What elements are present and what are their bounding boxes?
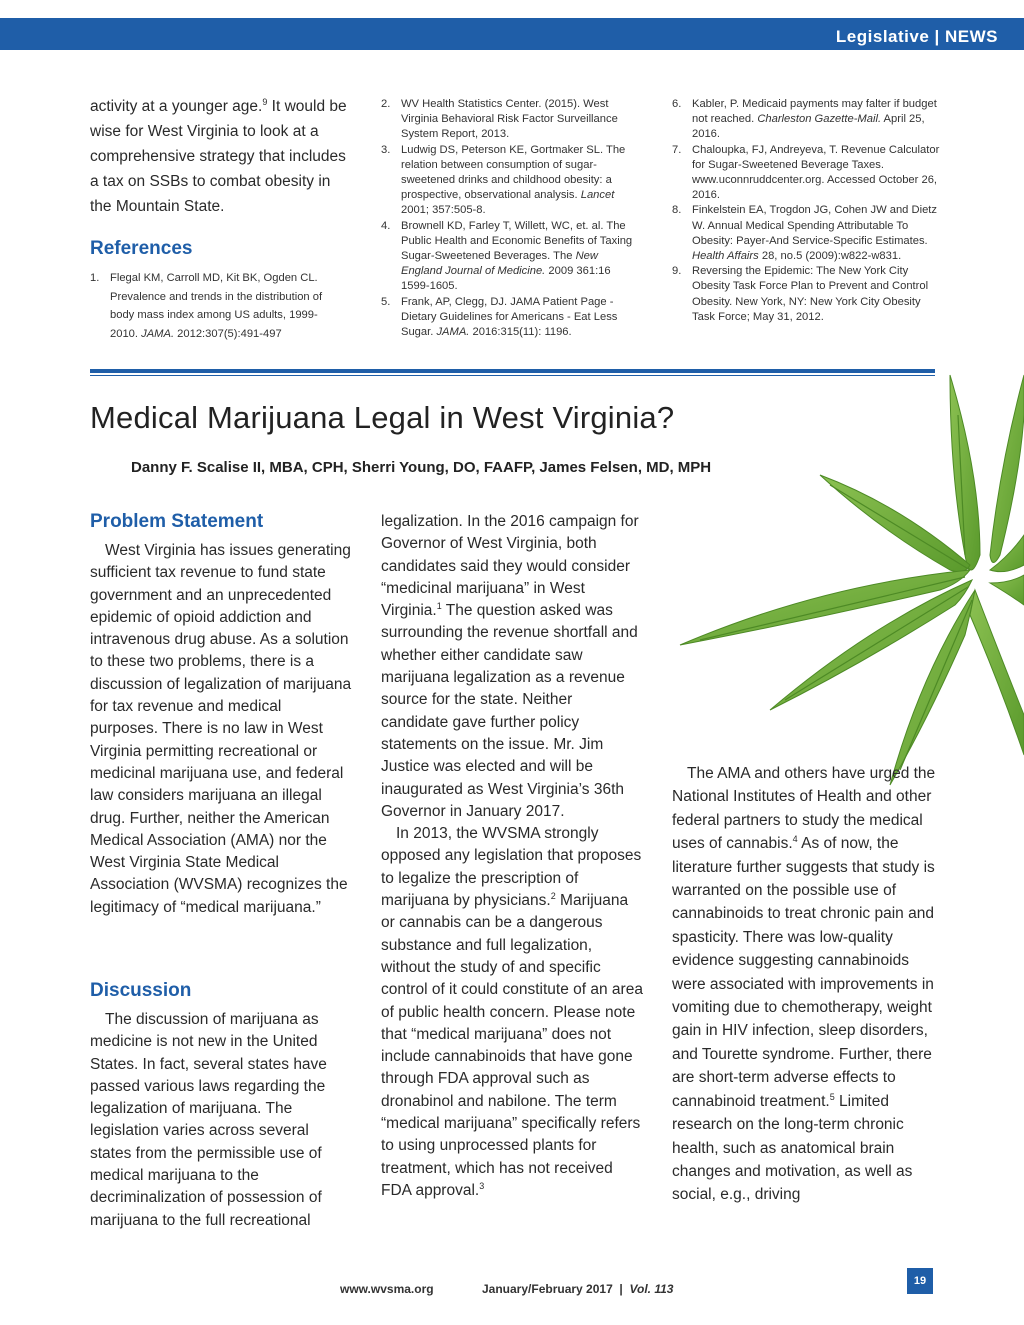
reference-list-col3 bbox=[672, 97, 942, 325]
intro-text-b: It would be wise for West Virginia to look at a comprehensive strategy that includes a tax on SSBs to combat obesity in the Mountain State. bbox=[90, 98, 347, 215]
right-paragraph: The AMA and others have urged the National Institutes of Health and other federal partners to study the medical uses of cannabis.$^4$ As of now, the literature further suggests that study is warranted on the possible use of cannabinoids to treat chronic pain and spasticity. There was low-quality evidence suggesting cannabinoids were associated with improvements in vomiting due to chemotherapy, weight gain in HIV infection, sleep disorders, and Tourette syndrome. Further, there are short-term adverse effects to cannabinoid treatment.$^5$ Limited research on the long-term chronic health, such as anatomical brain changes and motivation, as well as social, e.g., driving bbox=[672, 765, 936, 1204]
page-number: 19 bbox=[907, 1268, 933, 1294]
reference-item: 7. Chaloupka, FJ, Andreyeva, T. Revenue Calculator for Sugar-Sweetened Beverage Taxes. www.uconnruddcenter.org. Accessed October 26, 2016. bbox=[672, 143, 940, 202]
middle-column bbox=[381, 511, 643, 1202]
problem-statement-heading: Problem Statement bbox=[90, 511, 264, 532]
problem-statement-body bbox=[90, 540, 352, 919]
reference-item: 2. WV Health Statistics Center. (2015). West Virginia Behavioral Risk Factor Surveillance System Report, 2013. bbox=[381, 98, 618, 141]
reference-list-col2 bbox=[381, 97, 641, 340]
article-title: Medical Marijuana Legal in West Virginia? bbox=[90, 400, 675, 435]
intro-text-a: activity at a younger age. bbox=[90, 98, 263, 115]
references-heading: References bbox=[90, 238, 193, 259]
article-authors: Danny F. Scalise II, MBA, CPH, Sherri Young, DO, FAAFP, James Felsen, MD, MPH bbox=[131, 459, 712, 476]
discussion-body bbox=[90, 1009, 352, 1232]
footer-issue: January/February 2017 | Vol. 113 bbox=[482, 1282, 674, 1296]
reference-item: 9. Reversing the Epidemic: The New York City Obesity Task Force Plan to Prevent and Control Obesity. New York, NY: New York City Obesity Task Force; May 31, 2012. bbox=[672, 265, 929, 323]
discussion-paragraph: The discussion of marijuana as medicine is not new in the United States. In fact, several states have passed various laws regarding the legalization of marijuana. The legislation varies across several states from the permissible use of medical marijuana to the decriminalization of possession of marijuana to the full recreational bbox=[90, 1011, 327, 1229]
right-column bbox=[672, 762, 942, 1207]
reference-item: 4. Brownell KD, Farley T, Willett, WC, et. al. The Public Health and Economic Benefits of Taxing Sugar-Sweetened Beverages. The New England Journal of Medicine. 2009 361:16 1599-1605. bbox=[381, 219, 633, 293]
footer-url[interactable]: www.wvsma.org bbox=[340, 1282, 434, 1296]
mid-paragraph-1: legalization. In the 2016 campaign for Governor of West Virginia, both candidates said they would consider “medicinal marijuana” in West Virginia.$^1$ The question asked was surrounding the revenue shortfall and whether either candidate saw marijuana legalization as a revenue source for the state. Neither candidate gave further policy statements on the issue. Mr. Jim Justice was elected and will be inaugurated as West Virginia’s 36th Governor in January 2017. bbox=[381, 513, 639, 820]
intro-sup: 9 bbox=[262, 96, 268, 107]
reference-item: 3. Ludwig DS, Peterson KE, Gortmaker SL. The relation between consumption of sugar-sweetened drinks and childhood obesity: a prospective, observational analysis. Lancet 2001; 357:505-8. bbox=[381, 143, 626, 217]
reference-item: 6. Kabler, P. Medicaid payments may falter if budget not reached. Charleston Gazette-Mail. April 25, 2016. bbox=[672, 98, 937, 141]
section-label: Legislative | NEWS bbox=[835, 27, 998, 46]
header-band bbox=[0, 18, 1024, 50]
problem-paragraph: West Virginia has issues generating sufficient tax revenue to fund state government and an unprecedented epidemic of opioid addiction and intravenous drug abuse. As a solution to these two problems, there is a discussion of legalization of marijuana for tax revenue and medical purposes. There is no law in West Virginia permitting recreational or medicinal marijuana use, and federal law considers marijuana an illegal drug. Further, neither the American Medical Association (AMA) nor the West Virginia State Medical Association (WVSMA) recognizes the legitimacy of “medical marijuana.” bbox=[90, 542, 352, 916]
mid-paragraph-2: In 2013, the WVSMA strongly opposed any legislation that proposes to legalize the prescription of marijuana by physicians.$^2$ Marijuana or cannabis can be a dangerous substance and full legalization, without the study of and specific control of it could constitute of an area of public health concern. Please note that “medical marijuana” does not include cannabinoids that have gone through FDA approval such as dronabinol and nabilone. The term “medical marijuana” specifically refers to using unprocessed plants for treatment, which has not received FDA approval.$^3$ bbox=[381, 825, 643, 1199]
reference-list-col1 bbox=[90, 269, 340, 343]
discussion-heading: Discussion bbox=[90, 980, 192, 1001]
cannabis-leaf-icon bbox=[620, 355, 1024, 815]
reference-item: 5. Frank, AP, Clegg, DJ. JAMA Patient Page - Dietary Guidelines for Americans - Eat Less Sugar. JAMA. 2016:315(11): 1196. bbox=[381, 295, 618, 339]
reference-item: 1. Flegal KM, Carroll MD, Kit BK, Ogden CL. Prevalence and trends in the distribution of body mass index among US adults, 1999-2010. JAMA. 2012:307(5):491-497 bbox=[90, 272, 323, 340]
intro-paragraph bbox=[90, 94, 352, 219]
reference-item: 8. Finkelstein EA, Trogdon JG, Cohen JW and Dietz W. Annual Medical Spending Attributable To Obesity: Payer-And Service-Specific Estimates. Health Affairs 28, no.5 (2009):w822-w831. bbox=[672, 204, 937, 263]
